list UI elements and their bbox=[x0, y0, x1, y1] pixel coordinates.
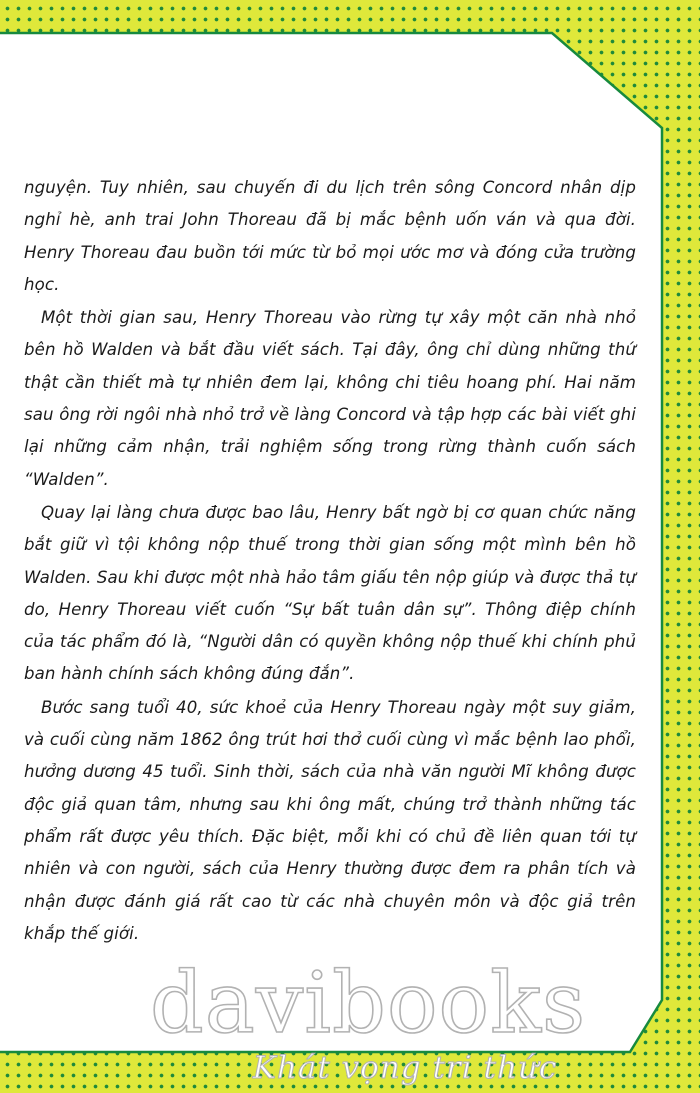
paragraph: Bước sang tuổi 40, sức khoẻ của Henry Thoreau ngày một suy giảm, và cuối cùng năm 1862 ông trút hơi thở cuối cùng vì mắc bệnh lao phổi, hưởng dương 45 tuổi. Sinh thời, sách của nhà văn người Mĩ không được độc giả quan tâm, nhưng sau khi ông mất, chúng trở thành những tác phẩm rất được yêu thích. Đặc biệt, mỗi khi có chủ đề liên quan tới tự nhiên và con người, sách của Henry thường được đem ra phân tích và nhận được đánh giá rất cao từ các nhà chuyên môn và độc giả trên khắp thế giới. bbox=[24, 697, 636, 943]
watermark-logo-text: davibooks bbox=[150, 954, 587, 1052]
paragraph: Một thời gian sau, Henry Thoreau vào rừng tự xây một căn nhà nhỏ bên hồ Walden và bắt đầu viết sách. Tại đây, ông chỉ dùng những thứ thật cần thiết mà tự nhiên đem lại, không chi tiêu hoang phí. Hai năm sau ông rời ngôi nhà nhỏ trở về làng Concord và tập hợp các bài viết ghi lại những cảm nhận, trải nghiệm sống trong rừng thành cuốn sách “Walden”. bbox=[24, 308, 636, 489]
body-text bbox=[24, 172, 636, 951]
paragraph: nguyện. Tuy nhiên, sau chuyến đi du lịch trên sông Concord nhân dịp nghỉ hè, anh trai John Thoreau đã bị mắc bệnh uốn ván và qua đời. Henry Thoreau đau buồn tới mức từ bỏ mọi ước mơ và đóng cửa trường học. bbox=[24, 178, 636, 294]
paragraph: Quay lại làng chưa được bao lâu, Henry bất ngờ bị cơ quan chức năng bắt giữ vì tội không nộp thuế trong thời gian sống một mình bên hồ Walden. Sau khi được một nhà hảo tâm giấu tên nộp giúp và được thả tự do, Henry Thoreau viết cuốn “Sự bất tuân dân sự”. Thông điệp chính của tác phẩm đó là, “Người dân có quyền không nộp thuế khi chính phủ ban hành chính sách không đúng đắn”. bbox=[24, 502, 636, 684]
watermark-tagline: Khát vọng tri thức bbox=[252, 1050, 558, 1086]
